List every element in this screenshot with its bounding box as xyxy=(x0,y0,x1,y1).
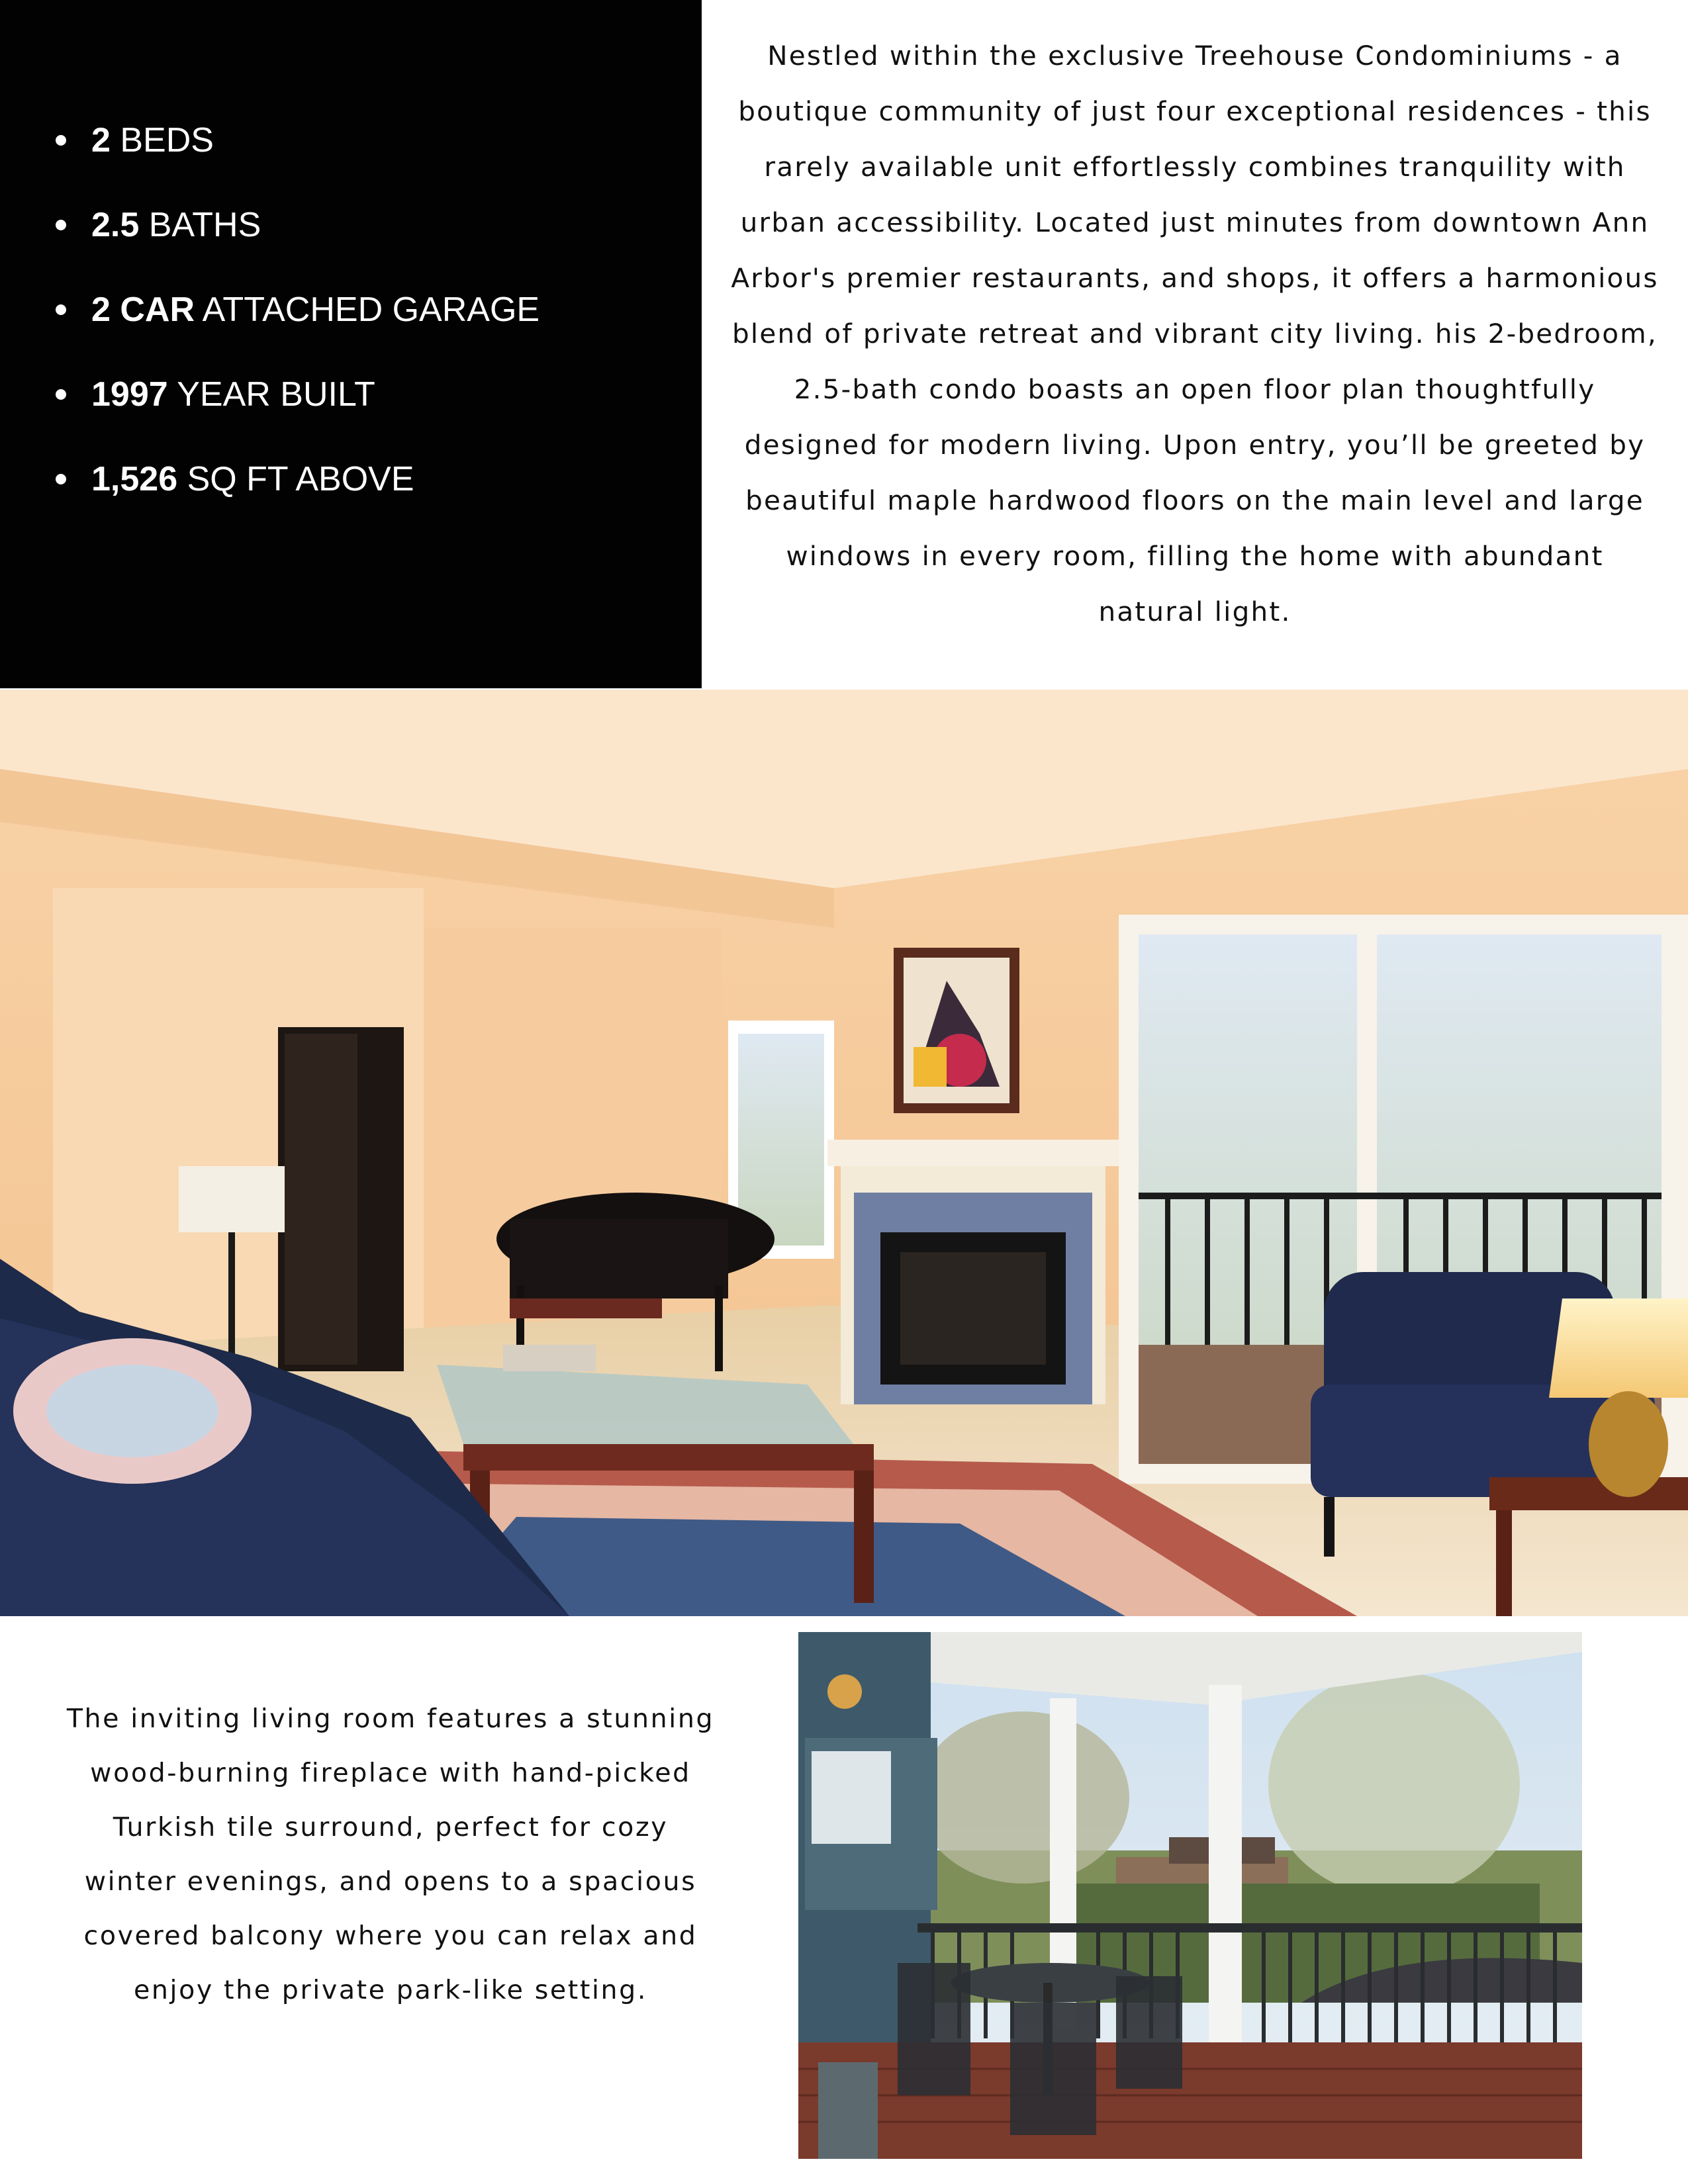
fact-value: 2 CAR xyxy=(91,291,195,329)
bullet-icon xyxy=(56,389,66,400)
bullet-icon xyxy=(56,220,66,230)
fact-item-baths xyxy=(53,199,539,283)
fact-value: 1,526 xyxy=(91,460,178,498)
balcony-illustration xyxy=(798,1632,1582,2159)
fact-item-year-built xyxy=(53,368,539,453)
fact-label: YEAR BUILT xyxy=(177,375,375,414)
balcony-photo xyxy=(798,1632,1582,2159)
fact-value: 1997 xyxy=(91,375,168,414)
bullet-icon xyxy=(56,304,66,315)
facts-panel xyxy=(0,0,702,688)
bullet-icon xyxy=(56,474,66,484)
living-room-description: The inviting living room features a stunning wood-burning fireplace with hand-picked Turkish tile surround, perfect for cozy winter evenings, and opens to a spacious covered balcony where you can relax and enjoy the private park-like setting. xyxy=(66,1704,715,2005)
fact-value: 2.5 xyxy=(91,206,140,244)
fact-label: BEDS xyxy=(120,121,214,159)
fact-item-garage xyxy=(53,283,539,368)
facts-list xyxy=(53,114,539,537)
fact-item-beds xyxy=(53,114,539,199)
fact-label: ATTACHED GARAGE xyxy=(202,291,540,329)
fact-label: BATHS xyxy=(148,206,261,244)
living-room-photo xyxy=(0,690,1688,1616)
fact-item-sq-ft xyxy=(53,453,539,537)
fact-label: SQ FT ABOVE xyxy=(187,460,414,498)
fact-value: 2 xyxy=(91,121,111,159)
living-room-illustration xyxy=(0,690,1688,1616)
bullet-icon xyxy=(56,135,66,146)
intro-description: Nestled within the exclusive Treehouse Condominiums - a boutique community of just four exceptional residences - this rarely available unit effortlessly combines tranquility with urban accessibility. Located just minutes from downtown Ann Arbor's premier restaurants, and shops, it offers a harmonious blend of private retreat and vibrant city living. his 2-bedroom, 2.5-bath condo boasts an open floor plan thoughtfully designed for modern living. Upon entry, you’ll be greeted by beautiful maple hardwood floors on the main level and large windows in every room, filling the home with abundant natural light. xyxy=(731,40,1659,627)
